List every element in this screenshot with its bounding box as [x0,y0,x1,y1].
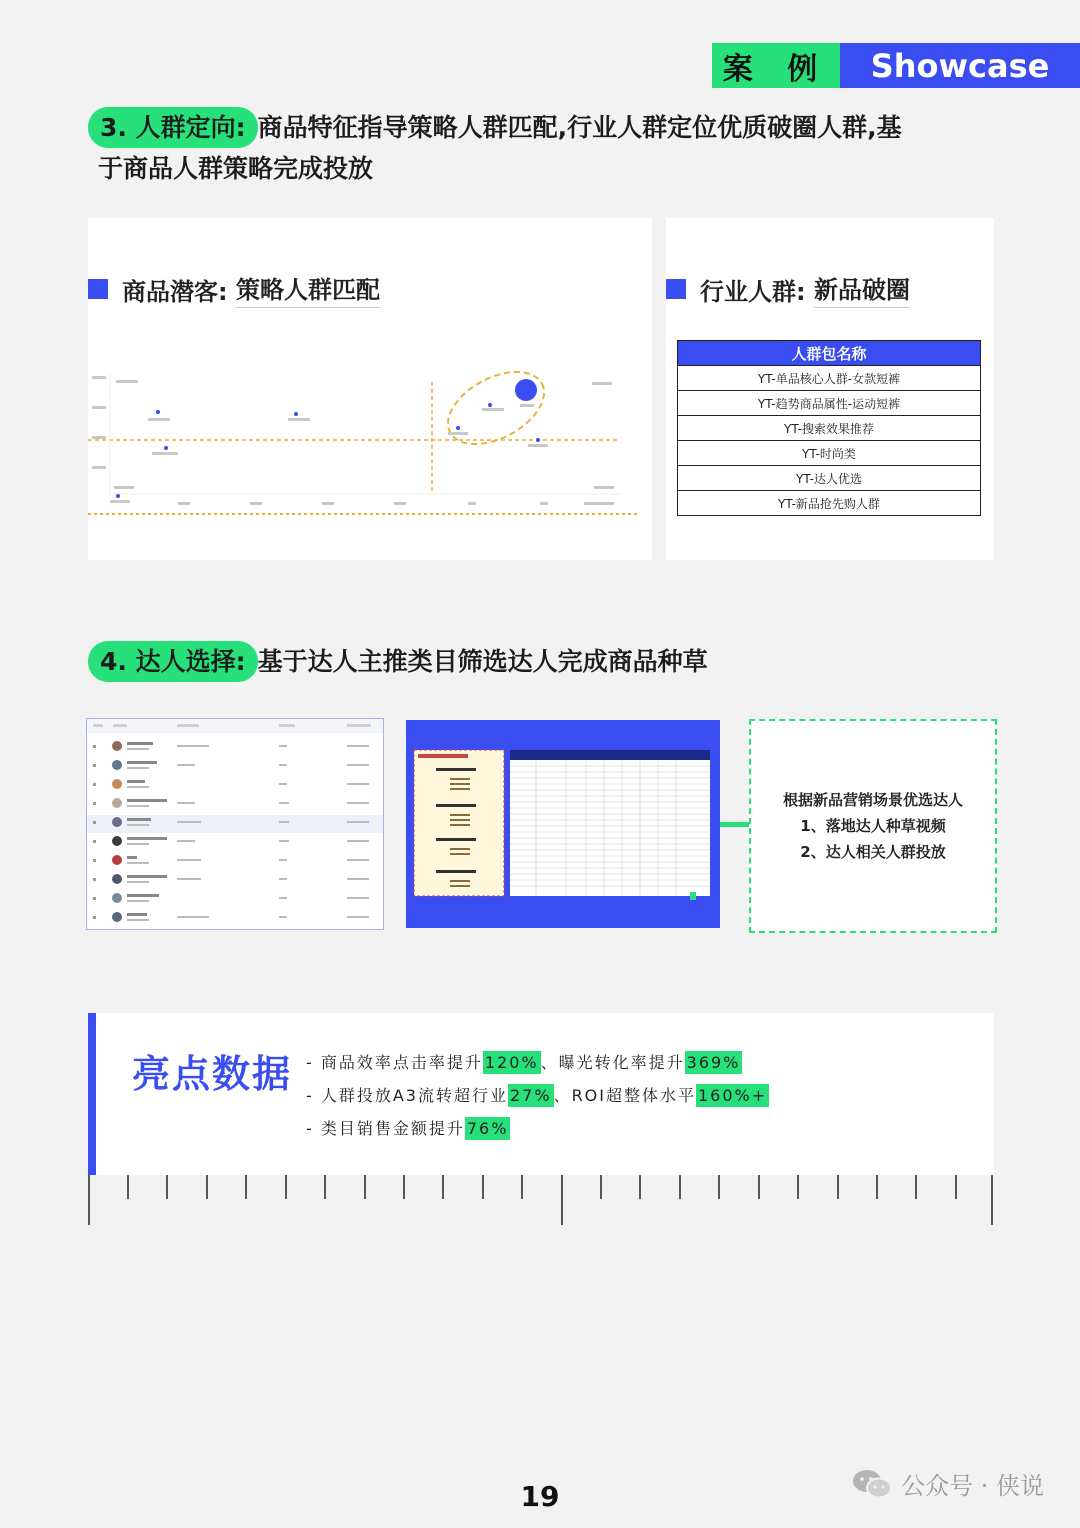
section3-text-1: 商品特征指导策略人群匹配,行业人群定位优质破圈人群,基 [257,113,902,142]
page-number: 19 [520,1480,560,1513]
highlight-text: - 类目销售金额提升 [306,1119,465,1138]
industry-crowd-panel [666,218,994,560]
highlight-item-1 [306,1046,769,1079]
section3-text-2: 于商品人群策略完成投放 [98,154,374,183]
highlight-text: 、ROI超整体水平 [553,1086,696,1105]
table-row: YT-达人优选 [678,466,981,491]
table-row: YT-新品抢先购人群 [678,491,981,516]
square-bullet-icon [88,279,108,299]
note-line-2: 1、落地达人种草视频 [800,817,946,835]
highlight-value: 27% [510,1086,552,1105]
strategy-crowd-panel [88,218,652,560]
wechat-icon [851,1467,893,1501]
section3-tag: 3. 人群定向: [88,107,258,148]
table-row: YT-时尚类 [678,441,981,466]
influencer-list-thumbnail [86,718,384,930]
square-bullet-icon [666,279,686,299]
industry-crowd-label: 行业人群: [700,277,806,306]
strategy-crowd-heading [88,270,380,308]
highlight-item-2 [306,1079,769,1112]
influencer-list-image [87,719,383,929]
highlight-value: 120% [484,1053,539,1072]
note-line-1: 根据新品营销场景优选达人 [782,791,963,809]
section4-tag: 4. 达人选择: [88,641,258,682]
table-row: YT-搜索效果推荐 [678,416,981,441]
table-row: YT-单品核心人群-女款短裤 [678,366,981,391]
highlights-accent-bar [88,1013,96,1175]
footer-watermark [851,1466,1044,1501]
highlight-value: 160%+ [698,1086,768,1105]
highlights-title: 亮点数据 [132,1052,293,1096]
highlight-value: 76% [466,1119,509,1138]
note-line-3: 2、达人相关人群投放 [800,843,946,861]
ruler-decoration [88,1175,994,1229]
strategy-crowd-label: 商品潜客: [122,277,228,306]
strategy-crowd-value: 策略人群匹配 [236,270,380,308]
selection-sheet-image [406,720,720,928]
highlight-text: - 人群投放A3流转超行业 [306,1086,508,1105]
crowd-package-table [677,340,981,516]
crowd-scatter-thumbnail [88,368,652,518]
selection-note-box [749,719,997,933]
industry-crowd-heading [666,270,910,308]
highlight-text: 、曝光转化率提升 [540,1053,685,1072]
highlight-value: 369% [686,1053,741,1072]
case-badge: 案 例 [712,43,840,88]
table-row: YT-趋势商品属性-运动短裤 [678,391,981,416]
highlight-text: - 商品效率点击率提升 [306,1053,483,1072]
showcase-badge: Showcase [840,43,1080,88]
section4-text: 基于达人主推类目筛选达人完成商品种草 [257,647,708,676]
highlights-list [306,1046,769,1145]
selection-sheet-thumbnail [406,720,720,928]
industry-crowd-value: 新品破圈 [814,270,910,308]
section4-heading [98,641,998,682]
green-connector [720,822,750,827]
section3-heading [98,107,998,189]
highlight-item-3 [306,1112,769,1145]
footer-label: 公众号 · 侠说 [901,1472,1044,1500]
table-header: 人群包名称 [678,341,981,366]
